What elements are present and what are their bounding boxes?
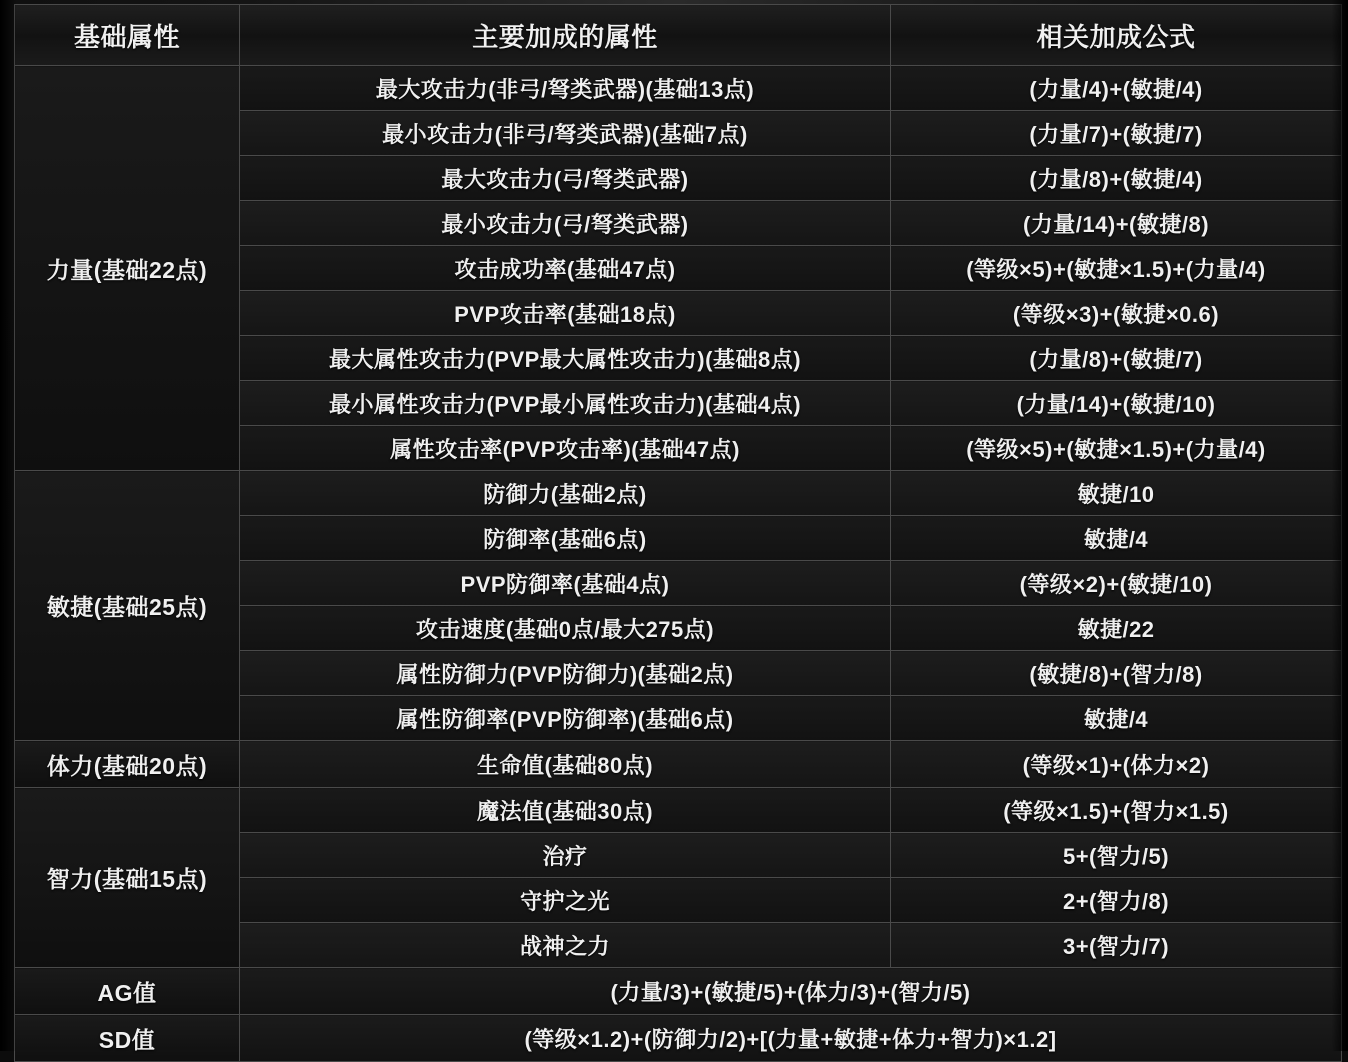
base-attribute-energy: 智力(基础15点) (15, 788, 240, 968)
main-attribute: 最大属性攻击力(PVP最大属性攻击力)(基础8点) (240, 336, 891, 381)
bonus-formula: (等级×1)+(体力×2) (891, 741, 1342, 788)
table-row (15, 788, 1342, 833)
bonus-formula: (等级×3)+(敏捷×0.6) (891, 291, 1342, 336)
bonus-formula: (等级×1.5)+(智力×1.5) (891, 788, 1342, 833)
table-row (15, 1015, 1342, 1062)
base-attribute-vitality: 体力(基础20点) (15, 741, 240, 788)
bonus-formula: (敏捷/8)+(智力/8) (891, 651, 1342, 696)
main-attribute: 最小属性攻击力(PVP最小属性攻击力)(基础4点) (240, 381, 891, 426)
bonus-formula: (力量/8)+(敏捷/4) (891, 156, 1342, 201)
main-attribute: 属性防御力(PVP防御力)(基础2点) (240, 651, 891, 696)
main-attribute: 生命值(基础80点) (240, 741, 891, 788)
main-attribute: PVP防御率(基础4点) (240, 561, 891, 606)
header-bonus-formula: 相关加成公式 (891, 5, 1342, 66)
header-base-attribute: 基础属性 (15, 5, 240, 66)
table-row (15, 741, 1342, 788)
main-attribute: 最小攻击力(弓/弩类武器) (240, 201, 891, 246)
main-attribute: 防御力(基础2点) (240, 471, 891, 516)
bonus-formula: (力量/7)+(敏捷/7) (891, 111, 1342, 156)
bonus-formula: 5+(智力/5) (891, 833, 1342, 878)
main-attribute: 魔法值(基础30点) (240, 788, 891, 833)
base-attribute-sd: SD值 (15, 1015, 240, 1062)
bonus-formula: 敏捷/10 (891, 471, 1342, 516)
main-attribute: 守护之光 (240, 878, 891, 923)
table-row (15, 66, 1342, 111)
main-attribute: 战神之力 (240, 923, 891, 968)
bonus-formula: (等级×2)+(敏捷/10) (891, 561, 1342, 606)
bonus-formula: (等级×5)+(敏捷×1.5)+(力量/4) (891, 246, 1342, 291)
main-attribute: PVP攻击率(基础18点) (240, 291, 891, 336)
main-attribute: 最大攻击力(弓/弩类武器) (240, 156, 891, 201)
bonus-formula: 敏捷/22 (891, 606, 1342, 651)
bonus-formula: 3+(智力/7) (891, 923, 1342, 968)
bonus-formula: 2+(智力/8) (891, 878, 1342, 923)
base-attribute-ag: AG值 (15, 968, 240, 1015)
bonus-formula: (等级×1.2)+(防御力/2)+[(力量+敏捷+体力+智力)×1.2] (240, 1015, 1342, 1062)
main-attribute: 最小攻击力(非弓/弩类武器)(基础7点) (240, 111, 891, 156)
base-attribute-agility: 敏捷(基础25点) (15, 471, 240, 741)
bonus-formula: 敏捷/4 (891, 516, 1342, 561)
main-attribute: 最大攻击力(非弓/弩类武器)(基础13点) (240, 66, 891, 111)
bonus-formula: 敏捷/4 (891, 696, 1342, 741)
table-row (15, 968, 1342, 1015)
bonus-formula: (力量/14)+(敏捷/8) (891, 201, 1342, 246)
main-attribute: 治疗 (240, 833, 891, 878)
bonus-formula: (力量/8)+(敏捷/7) (891, 336, 1342, 381)
main-attribute: 攻击成功率(基础47点) (240, 246, 891, 291)
table-row (15, 471, 1342, 516)
main-attribute: 攻击速度(基础0点/最大275点) (240, 606, 891, 651)
table-body (15, 66, 1342, 1062)
bonus-formula: (等级×5)+(敏捷×1.5)+(力量/4) (891, 426, 1342, 471)
base-attribute-strength: 力量(基础22点) (15, 66, 240, 471)
main-attribute: 属性防御率(PVP防御率)(基础6点) (240, 696, 891, 741)
header-main-bonus-attribute: 主要加成的属性 (240, 5, 891, 66)
bonus-formula: (力量/3)+(敏捷/5)+(体力/3)+(智力/5) (240, 968, 1342, 1015)
table-header (15, 5, 1342, 66)
stat-formula-table (14, 4, 1342, 1062)
main-attribute: 属性攻击率(PVP攻击率)(基础47点) (240, 426, 891, 471)
header-row (15, 5, 1342, 66)
bonus-formula: (力量/4)+(敏捷/4) (891, 66, 1342, 111)
bonus-formula: (力量/14)+(敏捷/10) (891, 381, 1342, 426)
main-attribute: 防御率(基础6点) (240, 516, 891, 561)
